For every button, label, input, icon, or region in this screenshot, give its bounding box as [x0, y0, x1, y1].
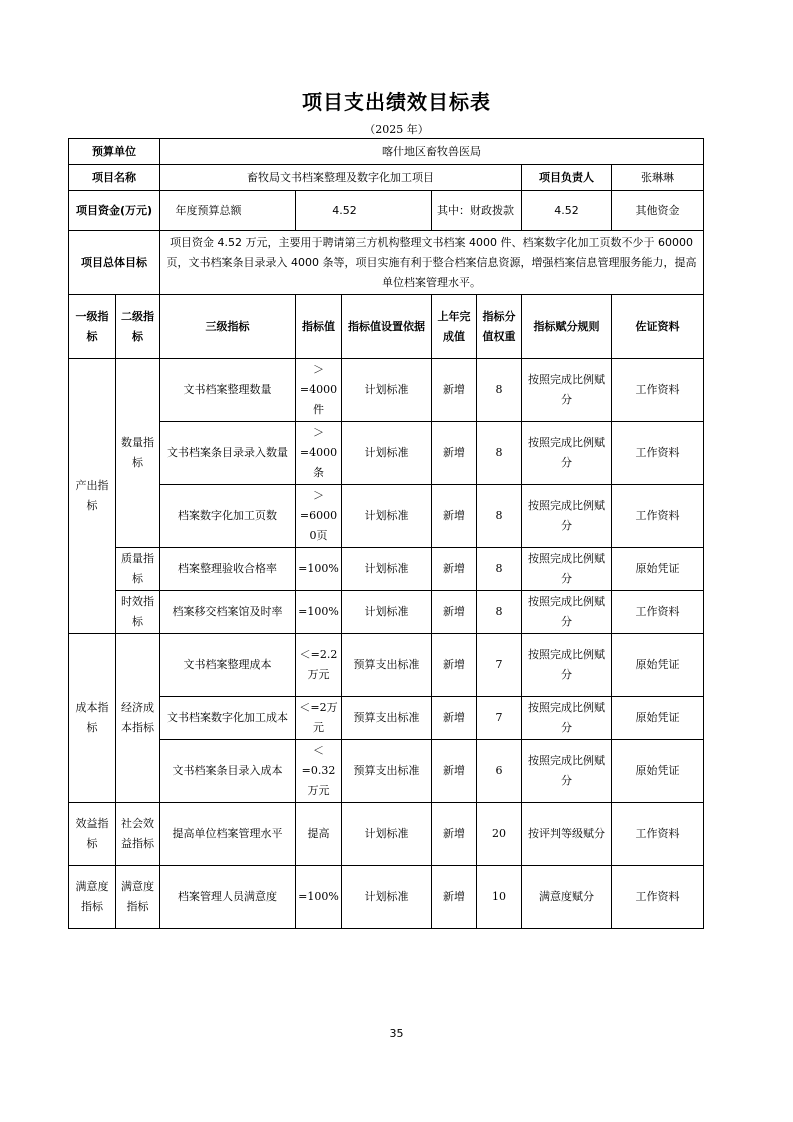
- group-output: 产出指标: [69, 359, 116, 634]
- indicator-rule: 按照完成比例赋分: [522, 422, 612, 485]
- project-leader-value: 张琳琳: [612, 165, 704, 191]
- table-row: [69, 591, 704, 634]
- indicator-basis: 预算支出标准: [342, 697, 432, 740]
- indicator-evidence: 工作资料: [612, 485, 704, 548]
- group-social: 社会效益指标: [116, 803, 160, 866]
- group-benefit: 效益指标: [69, 803, 116, 866]
- project-leader-label: 项目负责人: [522, 165, 612, 191]
- indicator-value: ＜=0.32万元: [296, 740, 342, 803]
- group-quantity: 数量指标: [116, 359, 160, 548]
- indicator-evidence: 原始凭证: [612, 740, 704, 803]
- indicator-last-year: 新增: [432, 803, 477, 866]
- indicator-value: ＜=2.2万元: [296, 634, 342, 697]
- indicator-evidence: 原始凭证: [612, 634, 704, 697]
- header-row: [69, 295, 704, 359]
- indicator-rule: 按照完成比例赋分: [522, 359, 612, 422]
- table-row: [69, 866, 704, 929]
- indicator-name: 文书档案整理成本: [160, 634, 296, 697]
- annual-total-value: 4.52: [296, 191, 432, 231]
- fiscal-label: 其中：财政拨款: [432, 191, 522, 231]
- header-value: 指标值: [296, 295, 342, 359]
- indicator-basis: 预算支出标准: [342, 740, 432, 803]
- indicator-last-year: 新增: [432, 634, 477, 697]
- indicator-name: 文书档案条目录入成本: [160, 740, 296, 803]
- indicator-rule: 按照完成比例赋分: [522, 548, 612, 591]
- fiscal-value: 4.52: [522, 191, 612, 231]
- goal-text: 项目资金 4.52 万元，主要用于聘请第三方机构整理文书档案 4000 件、档案数字化加工页数不少于 60000 页，文书档案条目录录入 4000 条等，项目实施有利于整合档案信息资源，增强档案信息管理服务能力，提高单位档案管理水平。: [160, 231, 704, 295]
- header-evidence: 佐证资料: [612, 295, 704, 359]
- indicator-last-year: 新增: [432, 485, 477, 548]
- indicator-value: 提高: [296, 803, 342, 866]
- indicator-value: ＞=4000件: [296, 359, 342, 422]
- indicator-weight: 8: [477, 359, 522, 422]
- indicator-last-year: 新增: [432, 866, 477, 929]
- page-number: 35: [389, 1027, 404, 1040]
- table-row: [69, 548, 704, 591]
- indicator-weight: 10: [477, 866, 522, 929]
- header-rule: 指标赋分规则: [522, 295, 612, 359]
- indicator-value: ＞=60000页: [296, 485, 342, 548]
- indicator-rule: 按照完成比例赋分: [522, 591, 612, 634]
- indicator-name: 档案移交档案馆及时率: [160, 591, 296, 634]
- header-basis: 指标值设置依据: [342, 295, 432, 359]
- indicator-basis: 计划标准: [342, 803, 432, 866]
- project-name-value: 畜牧局文书档案整理及数字化加工项目: [160, 165, 522, 191]
- annual-total-label: 年度预算总额: [160, 191, 296, 231]
- indicator-weight: 7: [477, 697, 522, 740]
- indicator-evidence: 工作资料: [612, 591, 704, 634]
- group-satisfaction: 满意度指标: [69, 866, 116, 929]
- indicator-basis: 计划标准: [342, 359, 432, 422]
- indicator-basis: 计划标准: [342, 866, 432, 929]
- page-title: 项目支出绩效目标表: [302, 90, 491, 114]
- indicator-rule: 按评判等级赋分: [522, 803, 612, 866]
- indicator-name: 文书档案条目录录入数量: [160, 422, 296, 485]
- indicator-last-year: 新增: [432, 591, 477, 634]
- indicator-evidence: 工作资料: [612, 359, 704, 422]
- indicator-evidence: 原始凭证: [612, 697, 704, 740]
- table-row: [69, 803, 704, 866]
- indicator-weight: 8: [477, 548, 522, 591]
- indicator-name: 提高单位档案管理水平: [160, 803, 296, 866]
- indicator-evidence: 工作资料: [612, 803, 704, 866]
- indicator-name: 档案管理人员满意度: [160, 866, 296, 929]
- indicator-weight: 8: [477, 485, 522, 548]
- indicator-evidence: 工作资料: [612, 422, 704, 485]
- indicator-rule: 按照完成比例赋分: [522, 740, 612, 803]
- indicator-name: 文书档案整理数量: [160, 359, 296, 422]
- indicator-basis: 计划标准: [342, 591, 432, 634]
- project-name-row: [69, 165, 704, 191]
- group-cost: 成本指标: [69, 634, 116, 803]
- table-row: [69, 359, 704, 422]
- table-row: [69, 634, 704, 697]
- budget-unit-label: 预算单位: [69, 139, 160, 165]
- indicator-value: ＞=4000条: [296, 422, 342, 485]
- table-row: [69, 740, 704, 803]
- group-economic: 经济成本指标: [116, 634, 160, 803]
- indicator-last-year: 新增: [432, 359, 477, 422]
- table-row: [69, 422, 704, 485]
- indicator-rule: 按照完成比例赋分: [522, 697, 612, 740]
- indicator-value: =100%: [296, 591, 342, 634]
- indicator-basis: 计划标准: [342, 485, 432, 548]
- indicator-value: ＜=2万元: [296, 697, 342, 740]
- budget-unit-value: 喀什地区畜牧兽医局: [160, 139, 704, 165]
- indicator-basis: 预算支出标准: [342, 634, 432, 697]
- indicator-value: =100%: [296, 866, 342, 929]
- header-level1: 一级指标: [69, 295, 116, 359]
- indicator-basis: 计划标准: [342, 422, 432, 485]
- indicator-rule: 按照完成比例赋分: [522, 634, 612, 697]
- indicator-last-year: 新增: [432, 548, 477, 591]
- header-level2: 二级指标: [116, 295, 160, 359]
- table-row: [69, 485, 704, 548]
- indicator-weight: 8: [477, 591, 522, 634]
- indicator-weight: 8: [477, 422, 522, 485]
- funds-row: [69, 191, 704, 231]
- indicator-weight: 20: [477, 803, 522, 866]
- indicator-value: =100%: [296, 548, 342, 591]
- indicator-evidence: 原始凭证: [612, 548, 704, 591]
- group-timeliness: 时效指标: [116, 591, 160, 634]
- indicator-weight: 7: [477, 634, 522, 697]
- indicator-last-year: 新增: [432, 422, 477, 485]
- group-satisfaction-2: 满意度指标: [116, 866, 160, 929]
- indicator-rule: 按照完成比例赋分: [522, 485, 612, 548]
- performance-target-table: [68, 138, 704, 929]
- other-label: 其他资金: [612, 191, 704, 231]
- indicator-weight: 6: [477, 740, 522, 803]
- year-label: （2025 年）: [364, 123, 429, 136]
- project-name-label: 项目名称: [69, 165, 160, 191]
- indicator-basis: 计划标准: [342, 548, 432, 591]
- header-weight: 指标分值权重: [477, 295, 522, 359]
- goal-row: [69, 231, 704, 295]
- header-level3: 三级指标: [160, 295, 296, 359]
- table-row: [69, 697, 704, 740]
- group-quality: 质量指标: [116, 548, 160, 591]
- goal-label: 项目总体目标: [69, 231, 160, 295]
- indicator-last-year: 新增: [432, 740, 477, 803]
- indicator-rule: 满意度赋分: [522, 866, 612, 929]
- indicator-evidence: 工作资料: [612, 866, 704, 929]
- header-last-year: 上年完成值: [432, 295, 477, 359]
- budget-unit-row: [69, 139, 704, 165]
- funds-label: 项目资金(万元): [69, 191, 160, 231]
- indicator-name: 档案整理验收合格率: [160, 548, 296, 591]
- indicator-last-year: 新增: [432, 697, 477, 740]
- indicator-name: 文书档案数字化加工成本: [160, 697, 296, 740]
- indicator-name: 档案数字化加工页数: [160, 485, 296, 548]
